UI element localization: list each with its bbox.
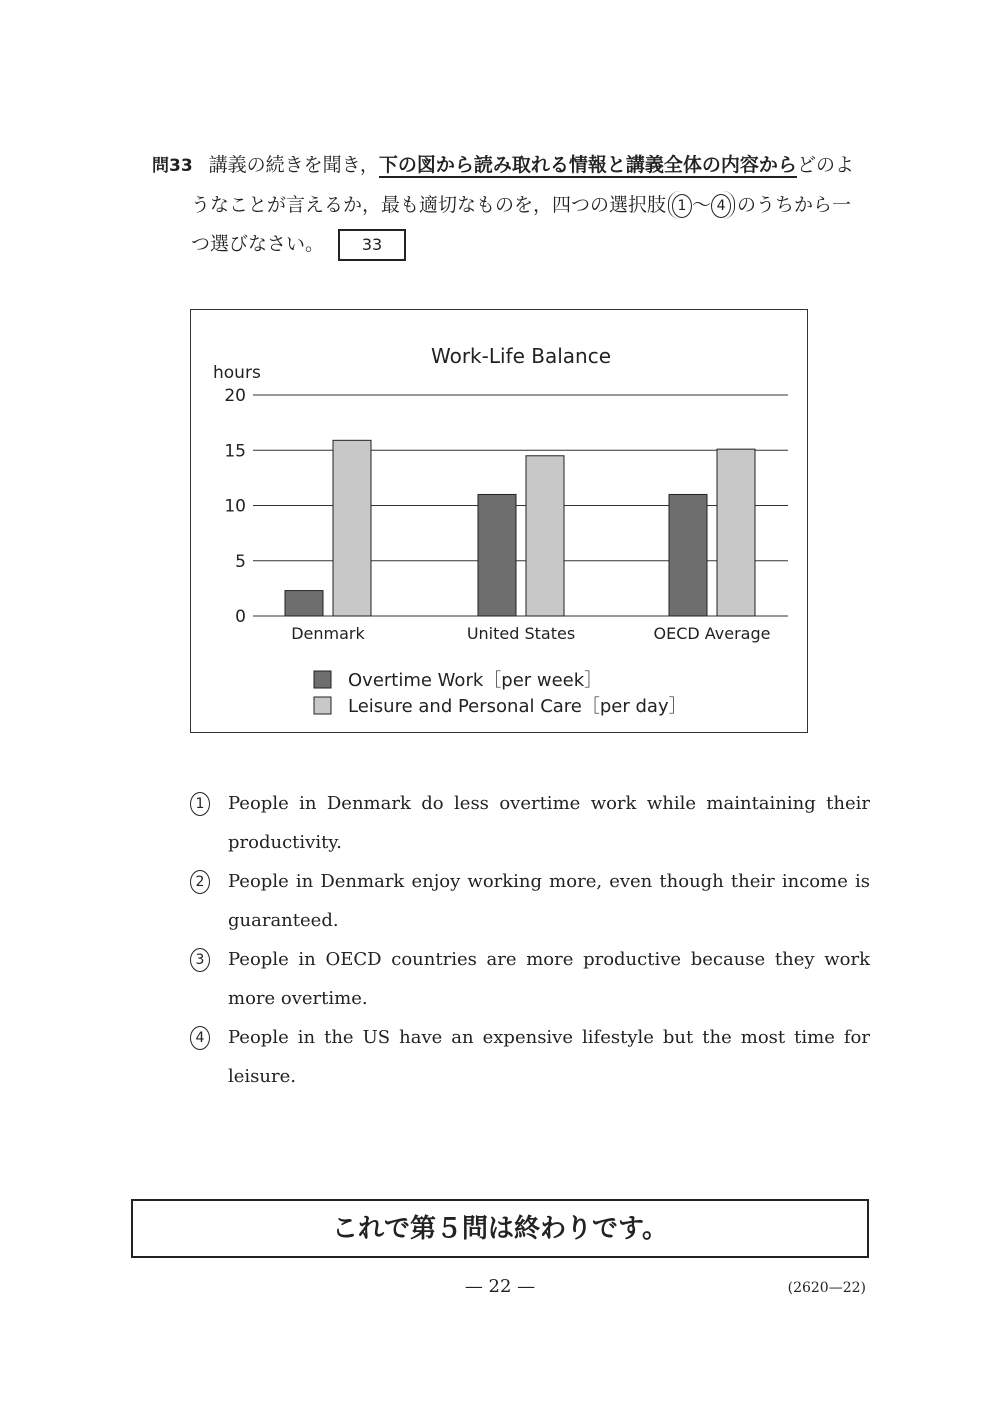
question-line-2-text: うなことが言えるか，最も適切なものを，四つの選択肢	[191, 194, 667, 216]
y-tick-label: 0	[235, 607, 246, 627]
circled-number-icon: 2	[190, 870, 210, 894]
question-line-2-post: のうちから一	[737, 194, 852, 216]
choice-text: People in Denmark enjoy working more, even though their income is guaranteed.	[228, 871, 870, 931]
end-message: これで第５問は終わりです。	[131, 1199, 869, 1258]
choice-1[interactable]	[190, 784, 870, 862]
bar	[478, 494, 516, 616]
bar-chart	[191, 310, 807, 732]
legend-label: Overtime Work［per week］	[348, 670, 603, 691]
choice-text: People in OECD countries are more productive because they work more overtime.	[228, 949, 870, 1009]
choice-4[interactable]	[190, 1018, 870, 1096]
question-line-1	[152, 146, 872, 186]
range-separator: ～	[692, 194, 712, 216]
circled-number-icon: 4	[711, 194, 731, 218]
choice-text: People in Denmark do less overtime work while maintaining their productivity.	[228, 793, 870, 853]
x-tick-label: OECD Average	[653, 624, 771, 643]
x-tick-label: Denmark	[291, 624, 365, 643]
choice-range	[668, 191, 735, 219]
question-line-3-text: つ選びなさい。	[191, 233, 325, 255]
bar	[669, 494, 707, 616]
circled-number-icon: 4	[190, 1026, 210, 1050]
choice-2[interactable]	[190, 862, 870, 940]
question-line-3	[152, 225, 872, 264]
y-axis-label: hours	[213, 363, 261, 383]
x-tick-label: United States	[466, 624, 576, 643]
y-tick-label: 15	[224, 441, 246, 462]
question-underlined-text: 下の図から読み取れる情報と講義全体の内容から	[378, 154, 797, 176]
circled-number-icon: 1	[672, 194, 692, 218]
question-text-pre: 講義の続きを聞き，	[208, 154, 379, 176]
choice-text: People in the US have an expensive lifestyle but the most time for leisure.	[228, 1027, 870, 1087]
answer-box[interactable]: 33	[338, 229, 406, 261]
bar	[333, 440, 371, 616]
bar	[717, 449, 755, 616]
circled-number-icon: 1	[190, 792, 210, 816]
y-tick-label: 10	[224, 496, 246, 517]
question-label: 問33	[152, 156, 193, 176]
chart-title: Work-Life Balance	[430, 344, 612, 368]
bar	[526, 456, 564, 616]
bar	[285, 591, 323, 616]
y-tick-label: 5	[235, 551, 246, 572]
question-text-post: どのよ	[796, 154, 854, 176]
page-code: (2620—22)	[787, 1280, 866, 1296]
choices-list	[190, 784, 870, 1096]
question-line-2	[152, 186, 872, 225]
question-block	[152, 146, 872, 264]
legend-swatch	[314, 671, 331, 688]
y-tick-label: 20	[224, 386, 246, 406]
legend-label: Leisure and Personal Care［per day］	[348, 696, 687, 717]
choice-3[interactable]	[190, 940, 870, 1018]
chart-frame	[190, 309, 808, 733]
page-number: — 22 —	[464, 1276, 536, 1297]
circled-number-icon: 3	[190, 948, 210, 972]
legend-swatch	[314, 697, 331, 714]
